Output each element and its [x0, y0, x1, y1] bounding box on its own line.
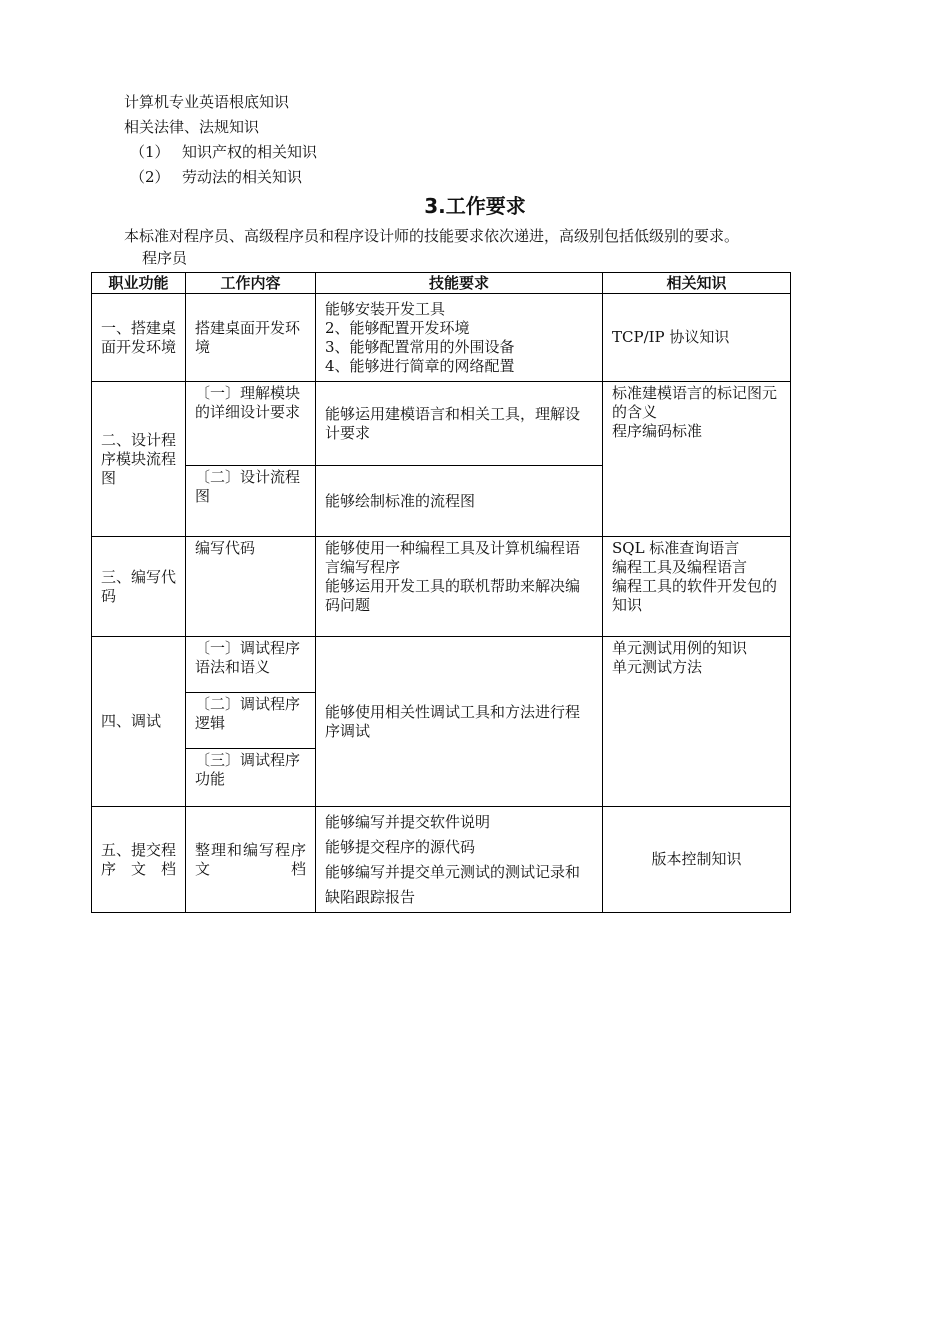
law-item-2-text: 劳动法的相关知识 — [182, 168, 303, 186]
skills-cell: 能够绘制标准的流程图 — [316, 466, 603, 537]
law-item-2-number: （2） — [130, 168, 170, 186]
content-cell: 搭建桌面开发环境 — [186, 294, 316, 382]
table-row — [92, 382, 791, 466]
header-function: 职业功能 — [92, 273, 186, 294]
knowledge-line: 编程工具及编程语言 — [612, 558, 748, 576]
requirements-table — [91, 272, 791, 913]
intro-line-english: 计算机专业英语根底知识 — [124, 93, 290, 111]
table-row — [92, 537, 791, 637]
skill-line: 能够编写并提交软件说明 — [325, 812, 491, 831]
header-content: 工作内容 — [186, 273, 316, 294]
knowledge-cell — [603, 537, 791, 637]
skills-cell — [316, 294, 603, 382]
content-cell: 〔二〕调试程序逻辑 — [186, 693, 316, 749]
content-cell: 〔一〕理解模块的详细设计要求 — [186, 382, 316, 466]
section-title: 3.工作要求 — [424, 194, 526, 218]
function-cell: 三、编写代码 — [92, 537, 186, 637]
skills-cell: 能够使用相关性调试工具和方法进行程序调试 — [316, 637, 603, 807]
content-cell: 〔三〕调试程序功能 — [186, 749, 316, 807]
function-cell: 四、调试 — [92, 637, 186, 807]
law-item-1-number: （1） — [130, 143, 170, 161]
header-skills: 技能要求 — [316, 273, 603, 294]
content-cell: 〔一〕调试程序语法和语义 — [186, 637, 316, 693]
skill-line: 能够使用一种编程工具及计算机编程语言编写程序 — [325, 539, 581, 576]
table-row — [92, 807, 791, 913]
skill-line: 能够运用开发工具的联机帮助来解决编码问题 — [325, 577, 581, 614]
skill-line: 能够提交程序的源代码 — [325, 837, 476, 856]
section-description: 本标准对程序员、高级程序员和程序设计师的技能要求依次递进，高级别包括低级别的要求。 — [124, 227, 740, 245]
skill-line: 能够安装开发工具 — [325, 299, 446, 318]
skills-cell: 能够运用建模语言和相关工具，理解设计要求 — [316, 382, 603, 466]
intro-line-law: 相关法律、法规知识 — [124, 118, 260, 136]
knowledge-cell — [603, 382, 791, 537]
skill-line: 4、能够进行简章的网络配置 — [325, 356, 515, 375]
table-row — [92, 294, 791, 382]
content-cell: 编写代码 — [186, 537, 316, 637]
knowledge-line: 程序编码标准 — [612, 422, 703, 440]
knowledge-line: 编程工具的软件开发包的知识 — [612, 577, 778, 614]
knowledge-line: SQL 标准查询语言 — [612, 539, 740, 557]
knowledge-cell — [603, 637, 791, 807]
knowledge-line: 标准建模语言的标记图元的含义 — [612, 384, 778, 421]
skills-cell — [316, 537, 603, 637]
knowledge-cell: TCP/IP 协议知识 — [603, 294, 791, 382]
table-header-row — [92, 273, 791, 294]
skills-cell — [316, 807, 603, 913]
function-cell: 二、设计程序模块流程图 — [92, 382, 186, 537]
skill-line: 3、能够配置常用的外围设备 — [325, 337, 515, 356]
knowledge-line: 单元测试方法 — [612, 658, 703, 676]
table-row — [92, 637, 791, 693]
knowledge-cell: 版本控制知识 — [603, 807, 791, 913]
content-cell: 整理和编写程序文档 — [186, 807, 316, 913]
function-cell: 一、搭建桌面开发环境 — [92, 294, 186, 382]
law-item-1-text: 知识产权的相关知识 — [182, 143, 318, 161]
function-cell: 五、提交程序文档 — [92, 807, 186, 913]
level-label: 程序员 — [142, 249, 188, 267]
skill-line: 2、能够配置开发环境 — [325, 318, 470, 337]
skill-line: 能够编写并提交单元测试的测试记录和缺陷跟踪报告 — [325, 862, 581, 906]
content-cell: 〔二〕设计流程图 — [186, 466, 316, 537]
header-knowledge: 相关知识 — [603, 273, 791, 294]
knowledge-line: 单元测试用例的知识 — [612, 639, 748, 657]
